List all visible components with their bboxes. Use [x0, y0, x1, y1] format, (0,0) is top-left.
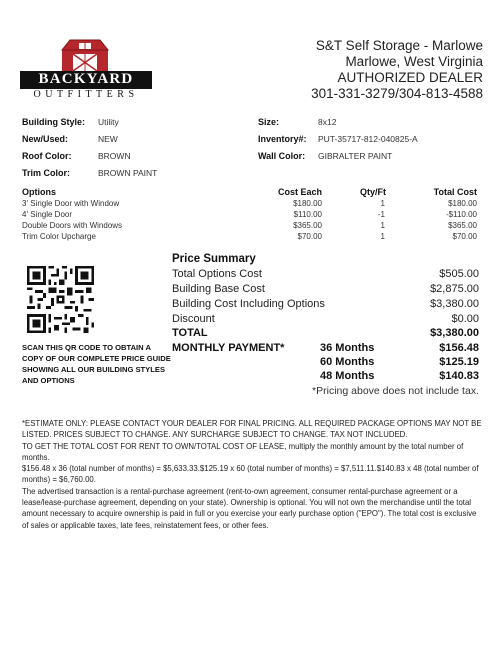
price-value: $0.00 — [451, 313, 479, 325]
monthly-value: $156.48 — [439, 342, 479, 354]
logo-wordmark-outfitters: OUTFITTERS — [20, 88, 152, 100]
wall-color-value: GIBRALTER PAINT — [318, 151, 393, 161]
option-row — [22, 221, 480, 232]
option-cost: $110.00 — [293, 210, 322, 219]
price-row-total — [172, 327, 479, 341]
price-summary-title: Price Summary — [172, 253, 256, 265]
new-used-label: New/Used: — [22, 134, 69, 144]
option-row — [22, 199, 480, 210]
inventory-value: PUT-35717-812-040825-A — [318, 134, 418, 144]
option-total: $180.00 — [448, 199, 477, 208]
option-row — [22, 210, 480, 221]
logo-wordmark-backyard: BACKYARD — [20, 71, 152, 88]
price-value: $505.00 — [439, 268, 479, 280]
monthly-value: $125.19 — [439, 356, 479, 368]
monthly-term: 60 Months — [320, 356, 375, 368]
building-style-label: Building Style: — [22, 117, 85, 127]
monthly-row-36 — [320, 342, 479, 356]
inventory-label: Inventory#: — [258, 134, 307, 144]
dealer-type: AUTHORIZED DEALER — [337, 70, 483, 85]
total-cost-header: Total Cost — [433, 187, 477, 197]
price-label: Building Base Cost — [172, 283, 265, 295]
disclaimer — [22, 418, 482, 531]
total-label: TOTAL — [172, 327, 208, 339]
tax-note: *Pricing above does not include tax. — [312, 385, 479, 397]
price-row-including-options — [172, 298, 479, 312]
disclaimer-rental-purchase: The advertised transaction is a rental-purchase agreement (rent-to-own agreement, consumer rental-purchase agreement or a lease/lease-purchase agreement, depending on your state). Ownership is optional. You will not own the merchandise until the total amount necessary to acquire ownership is paid in full or you exercise your early purchase option ("EPO"). The total cost is exclusive of sales or applicable taxes, late fees, reinstatement fees, or other fees. — [22, 486, 477, 530]
price-row-options — [172, 268, 479, 282]
price-label: Total Options Cost — [172, 268, 262, 280]
monthly-term: 48 Months — [320, 370, 375, 382]
backyard-outfitters-logo — [20, 37, 152, 99]
disclaimer-calculations: $156.48 x 36 (total number of months) = $5,633.33.$125.19 x 60 (total number of months) = $7,511.11.$140.83 x 48 (total number of months) = $6,760.00. — [22, 464, 479, 485]
disclaimer-total-cost: TO GET THE TOTAL COST FOR RENT TO OWN/TOTAL COST OF LEASE, multiply the monthly amount by the total number of months. — [22, 441, 464, 462]
trim-color-value: BROWN PAINT — [98, 168, 158, 178]
trim-color-label: Trim Color: — [22, 168, 71, 178]
qr-caption: SCAN THIS QR CODE TO OBTAIN A COPY OF OUR COMPLETE PRICE GUIDE SHOWING ALL OUR BUILDING STYLES AND OPTIONS — [22, 343, 171, 385]
price-row-discount — [172, 313, 479, 327]
option-name: 4' Single Door — [22, 210, 72, 219]
qty-header: Qty/Ft — [360, 187, 386, 197]
option-qty: -1 — [377, 210, 385, 219]
option-name: Trim Color Upcharge — [22, 232, 96, 241]
option-qty: 1 — [380, 232, 385, 241]
option-cost: $365.00 — [293, 221, 322, 230]
option-qty: 1 — [380, 199, 385, 208]
option-name: Double Doors with Windows — [22, 221, 123, 230]
roof-color-value: BROWN — [98, 151, 131, 161]
monthly-value: $140.83 — [439, 370, 479, 382]
price-row-base — [172, 283, 479, 297]
size-label: Size: — [258, 117, 280, 127]
dealer-name: S&T Self Storage - Marlowe — [315, 38, 483, 53]
option-total: $70.00 — [452, 232, 477, 241]
monthly-payment-text: MONTHLY PAYMENT* — [172, 342, 285, 354]
disclaimer-estimate: *ESTIMATE ONLY: PLEASE CONTACT YOUR DEALER FOR FINAL PRICING. ALL REQUIRED PACKAGE OPTIONS MAY NOT BE LISTED. PRICES SUBJECT TO CHANGE. ANY SURCHARGE SUBJECT TO CHANGE. TAX NOT INCLUDED. — [22, 419, 482, 440]
new-used-value: NEW — [98, 134, 118, 144]
monthly-row-48 — [320, 370, 479, 384]
option-total: -$110.00 — [446, 210, 477, 219]
roof-color-label: Roof Color: — [22, 151, 72, 161]
option-row — [22, 232, 480, 243]
option-cost: $70.00 — [297, 232, 322, 241]
qr-code-icon[interactable] — [27, 266, 94, 333]
options-header: Options — [22, 187, 56, 197]
building-style-value: Utility — [98, 117, 119, 127]
wall-color-label: Wall Color: — [258, 151, 306, 161]
option-cost: $180.00 — [293, 199, 322, 208]
option-qty: 1 — [380, 221, 385, 230]
monthly-payment-label — [172, 342, 312, 356]
cost-each-header: Cost Each — [277, 187, 322, 197]
price-label: Building Cost Including Options — [172, 298, 325, 310]
dealer-phone: 301-331-3279/304-813-4588 — [311, 86, 483, 101]
monthly-row-60 — [320, 356, 479, 370]
option-total: $365.00 — [448, 221, 477, 230]
option-name: 3' Single Door with Window — [22, 199, 120, 208]
dealer-location: Marlowe, West Virginia — [345, 54, 483, 69]
monthly-term: 36 Months — [320, 342, 375, 354]
price-label: Discount — [172, 313, 215, 325]
price-value: $3,380.00 — [430, 298, 479, 310]
price-value: $2,875.00 — [430, 283, 479, 295]
barn-icon — [58, 37, 112, 71]
size-value: 8x12 — [318, 117, 337, 127]
total-value: $3,380.00 — [430, 327, 479, 339]
